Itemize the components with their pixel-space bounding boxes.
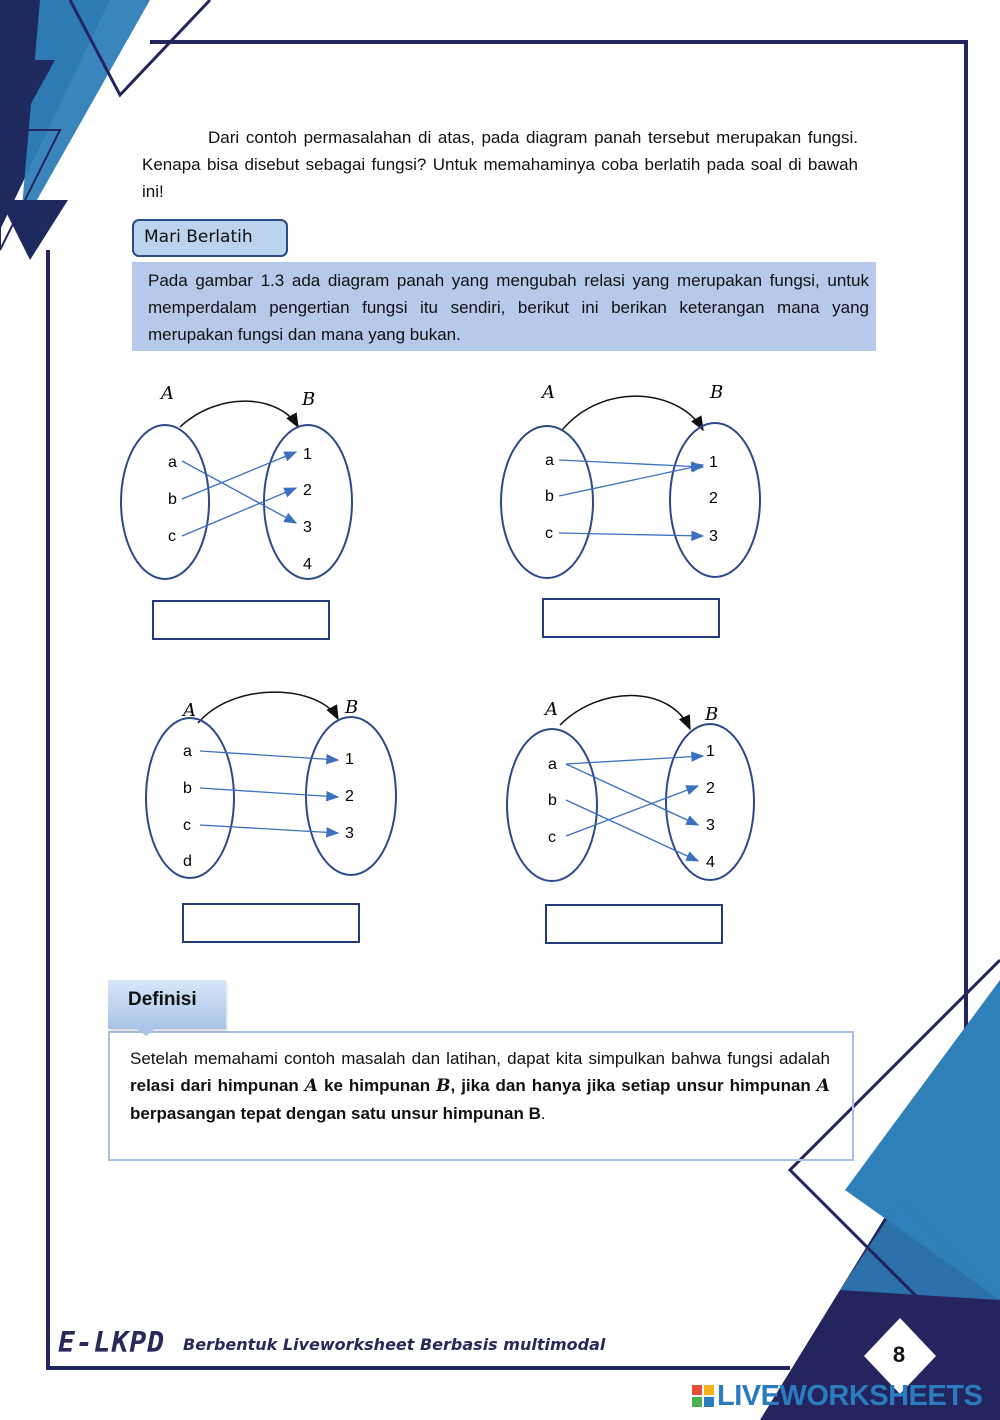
- set-b-label: B: [705, 704, 719, 725]
- footer-brand: E-LKPD: [58, 1326, 166, 1359]
- codomain-item: 3: [706, 817, 715, 834]
- definition-bold-3: , jika dan hanya jika setiap unsur himpunan: [450, 1076, 817, 1095]
- domain-item: b: [168, 491, 177, 508]
- set-a-label: A: [542, 382, 555, 403]
- mapping-arrow: [182, 488, 296, 536]
- definition-intro: Setelah memahami contoh masalah dan latihan, dapat kita simpulkan bahwa fungsi adalah: [130, 1049, 830, 1068]
- domain-item: c: [545, 525, 553, 542]
- mapping-arrow: [200, 788, 338, 797]
- liveworksheets-logo-icon: [692, 1385, 714, 1407]
- footer-subtitle: Berbentuk Liveworksheet Berbasis multimodal: [183, 1335, 606, 1354]
- set-a-label: A: [183, 700, 196, 721]
- codomain-item: 3: [709, 528, 718, 545]
- definition-box: [108, 1031, 854, 1161]
- page-number: 8: [892, 1342, 906, 1367]
- codomain-item: 3: [303, 519, 312, 536]
- set-b-label: B: [302, 389, 316, 410]
- mapping-arrow: [559, 460, 703, 467]
- domain-item: a: [168, 454, 177, 471]
- codomain-item: 2: [706, 780, 715, 797]
- definition-bold-4: berpasangan tepat dengan satu unsur himpunan B: [130, 1104, 541, 1123]
- definition-set-a-2: A: [816, 1076, 830, 1096]
- domain-item: c: [548, 829, 556, 846]
- answer-box-1[interactable]: [152, 600, 330, 640]
- codomain-item: 2: [345, 788, 354, 805]
- definition-set-a: A: [304, 1076, 318, 1096]
- set-b-label: B: [345, 697, 359, 718]
- mapping-arrow: [559, 533, 703, 536]
- domain-item: c: [183, 817, 191, 834]
- codomain-item: 1: [709, 454, 718, 471]
- relation-arc: [562, 396, 703, 430]
- arrow-diagram-1: [110, 375, 370, 590]
- domain-item: a: [183, 743, 192, 760]
- answer-box-2[interactable]: [542, 598, 720, 638]
- definition-set-b: B: [436, 1076, 451, 1096]
- domain-item: b: [545, 488, 554, 505]
- mapping-arrow: [200, 825, 338, 833]
- liveworksheets-watermark[interactable]: LIVEWORKSHEETS: [717, 1380, 983, 1412]
- domain-item: a: [545, 452, 554, 469]
- practice-instruction: Pada gambar 1.3 ada diagram panah yang mengubah relasi yang merupakan fungsi, untuk memperdalam pengertian fungsi itu sendiri, berikut ini berikan keterangan mana yang merupakan fungsi dan mana yang bukan.: [132, 262, 876, 351]
- intro-paragraph: Dari contoh permasalahan di atas, pada diagram panah tersebut merupakan fungsi. Kenapa bisa disebut sebagai fungsi? Untuk memahaminya coba berlatih pada soal di bawah ini!: [142, 128, 858, 201]
- arrow-diagram-3: [140, 685, 410, 885]
- mapping-arrow: [566, 800, 698, 861]
- definition-bold-2: ke himpunan: [318, 1076, 437, 1095]
- mapping-arrow: [566, 786, 698, 836]
- codomain-item: 1: [706, 743, 715, 760]
- relation-arc: [560, 695, 690, 729]
- relation-arc: [198, 692, 338, 723]
- codomain-item: 1: [345, 751, 354, 768]
- codomain-item: 3: [345, 825, 354, 842]
- domain-item: d: [183, 853, 192, 870]
- definition-end: .: [540, 1104, 546, 1123]
- mapping-arrow: [559, 465, 703, 496]
- definition-tab-label: Definisi: [108, 980, 226, 1029]
- codomain-item: 2: [709, 490, 718, 507]
- set-b-label: B: [710, 382, 724, 403]
- domain-item: b: [548, 792, 557, 809]
- mapping-arrow: [200, 751, 338, 760]
- set-a-label: A: [545, 699, 558, 720]
- domain-item: a: [548, 756, 557, 773]
- answer-box-3[interactable]: [182, 903, 360, 943]
- relation-arc: [180, 401, 298, 427]
- domain-item: c: [168, 528, 176, 545]
- codomain-item: 2: [303, 482, 312, 499]
- arrow-diagram-4: [500, 685, 770, 885]
- definition-tab-notch: [136, 1028, 156, 1036]
- practice-tab-label: Mari Berlatih: [132, 219, 288, 257]
- codomain-item: 4: [706, 854, 715, 871]
- domain-ellipse: [121, 425, 209, 579]
- codomain-item: 1: [303, 446, 312, 463]
- set-a-label: A: [161, 383, 174, 404]
- domain-item: b: [183, 780, 192, 797]
- mapping-arrow: [566, 764, 698, 825]
- answer-box-4[interactable]: [545, 904, 723, 944]
- definition-bold-1: relasi dari himpunan: [130, 1076, 305, 1095]
- arrow-diagram-2: [495, 375, 775, 590]
- codomain-item: 4: [303, 556, 312, 573]
